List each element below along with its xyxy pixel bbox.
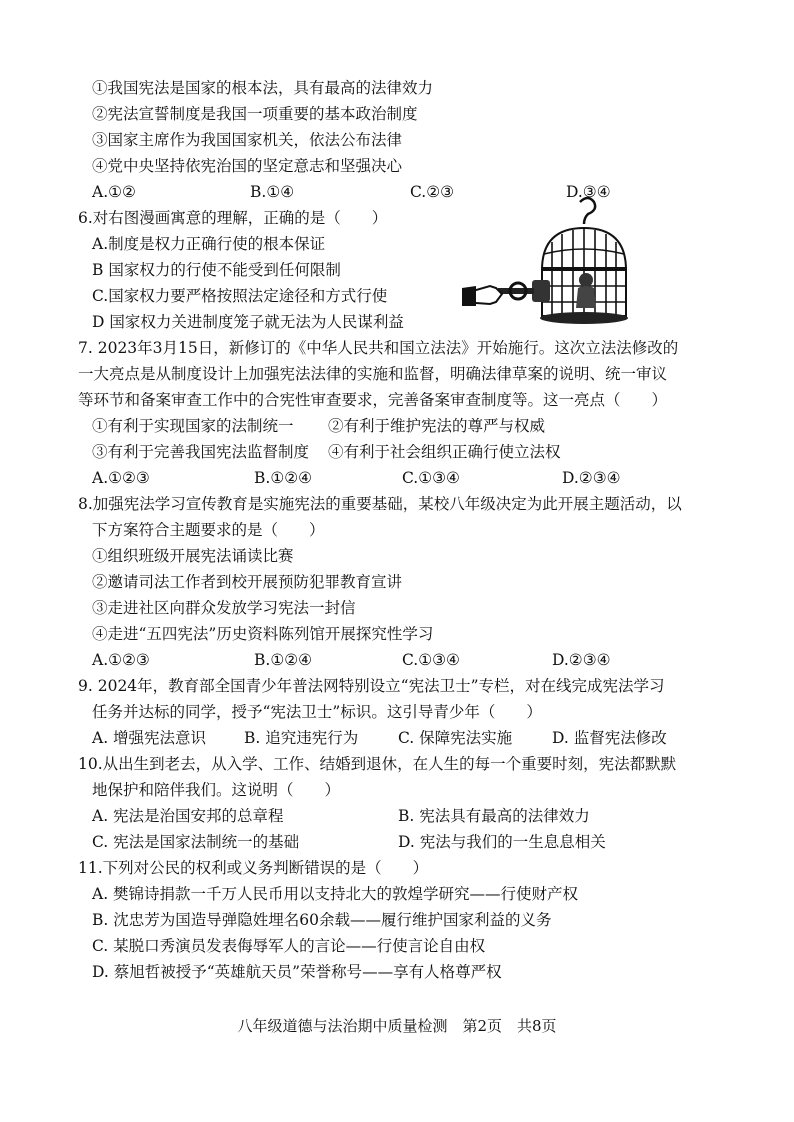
q6-option-b: B 国家权力的行使不能受到任何限制 <box>92 261 341 279</box>
q8-item-2: ②邀请司法工作者到校开展预防犯罪教育宣讲 <box>92 573 403 591</box>
page-footer: 八年级道德与法治期中质量检测 第2页 共8页 <box>237 1017 557 1035</box>
q5-option-d: D.③④ <box>566 183 611 201</box>
q9-stem-line-1: 9. 2024年，教育部全国青少年普法网特别设立“宪法卫士”专栏，对在线完成宪法学习 <box>78 677 665 695</box>
q7-item-2: ②有利于维护宪法的尊严与权威 <box>328 417 546 435</box>
q7-item-1: ①有利于实现国家的法制统一 <box>92 417 294 435</box>
q7-option-d: D.②③④ <box>562 469 621 487</box>
q7-item-3: ③有利于完善我国宪法监督制度 <box>92 443 310 461</box>
q11-option-b: B. 沈忠芳为国造导弹隐姓埋名60余载——履行维护国家利益的义务 <box>92 911 552 929</box>
q11-stem: 11.下列对公民的权利或义务判断错误的是（ ） <box>78 859 429 877</box>
q7-stem-line-1: 7. 2023年3月15日，新修订的《中华人民共和国立法法》开始施行。这次立法法修改的 <box>78 339 679 357</box>
q5-option-a: A.①② <box>92 183 136 201</box>
q11-option-d: D. 蔡旭哲被授予“英雄航天员”荣誉称号——享有人格尊严权 <box>92 963 502 981</box>
q8-stem-line-2: 下方案符合主题要求的是（ ） <box>92 521 325 539</box>
q9-option-b: B. 追究违宪行为 <box>244 729 359 747</box>
q8-option-b: B.①②④ <box>254 651 313 669</box>
q5-option-c: C.②③ <box>410 183 455 201</box>
cage-cartoon-illustration <box>462 190 632 330</box>
q8-item-3: ③走进社区向群众发放学习宪法一封信 <box>92 599 356 617</box>
q8-option-d: D.②③④ <box>552 651 611 669</box>
q7-stem-line-3: 等环节和备案审查工作中的合宪性审查要求，完善备案审查制度等。这一亮点（ ） <box>78 391 668 409</box>
q9-option-c: C. 保障宪法实施 <box>398 729 513 747</box>
q6-stem: 6.对右图漫画寓意的理解，正确的是（ ） <box>78 209 388 227</box>
q10-stem-line-2: 地保护和陪伴我们。这说明（ ） <box>92 781 341 799</box>
q11-option-c: C. 某脱口秀演员发表侮辱军人的言论——行使言论自由权 <box>92 937 486 955</box>
q10-stem-line-1: 10.从出生到老去，从入学、工作、结婚到退休，在人生的每一个重要时刻，宪法都默默 <box>78 755 677 773</box>
q5-item-1: ①我国宪法是国家的根本法，具有最高的法律效力 <box>92 79 434 97</box>
q6-option-c: C.国家权力要严格按照法定途径和方式行使 <box>92 287 388 305</box>
q7-option-a: A.①②③ <box>92 469 150 487</box>
q9-stem-line-2: 任务并达标的同学，授予“宪法卫士”标识。这引导青少年（ ） <box>92 703 542 721</box>
q9-option-d: D. 监督宪法修改 <box>552 729 667 747</box>
q10-option-c: C. 宪法是国家法制统一的基础 <box>92 833 300 851</box>
q9-option-a: A. 增强宪法意识 <box>92 729 207 747</box>
q7-item-4: ④有利于社会组织正确行使立法权 <box>328 443 561 461</box>
q5-item-4: ④党中央坚持依宪治国的坚定意志和坚强决心 <box>92 157 403 175</box>
q8-stem-line-1: 8.加强宪法学习宣传教育是实施宪法的重要基础，某校八年级决定为此开展主题活动，以 <box>78 495 682 513</box>
q7-option-b: B.①②④ <box>254 469 313 487</box>
q8-option-c: C.①③④ <box>402 651 460 669</box>
q7-stem-line-2: 一大亮点是从制度设计上加强宪法法律的实施和监督，明确法律草案的说明、统一审议 <box>78 365 668 383</box>
q10-option-d: D. 宪法与我们的一生息息相关 <box>398 833 606 851</box>
q8-item-1: ①组织班级开展宪法诵读比赛 <box>92 547 294 565</box>
q10-option-b: B. 宪法具有最高的法律效力 <box>398 807 590 825</box>
q11-option-a: A. 樊锦诗捐款一千万人民币用以支持北大的敦煌学研究——行使财产权 <box>92 885 579 903</box>
q7-option-c: C.①③④ <box>402 469 460 487</box>
q5-item-3: ③国家主席作为我国国家机关，依法公布法律 <box>92 131 403 149</box>
q8-option-a: A.①②③ <box>92 651 150 669</box>
q5-item-2: ②宪法宣誓制度是我国一项重要的基本政治制度 <box>92 105 418 123</box>
q6-option-a: A.制度是权力正确行使的根本保证 <box>92 235 326 253</box>
q6-option-d: D 国家权力关进制度笼子就无法为人民谋利益 <box>92 313 404 331</box>
q10-option-a: A. 宪法是治国安邦的总章程 <box>92 807 284 825</box>
q8-item-4: ④走进“五四宪法”历史资料陈列馆开展探究性学习 <box>92 625 434 643</box>
q5-option-b: B.①④ <box>250 183 295 201</box>
